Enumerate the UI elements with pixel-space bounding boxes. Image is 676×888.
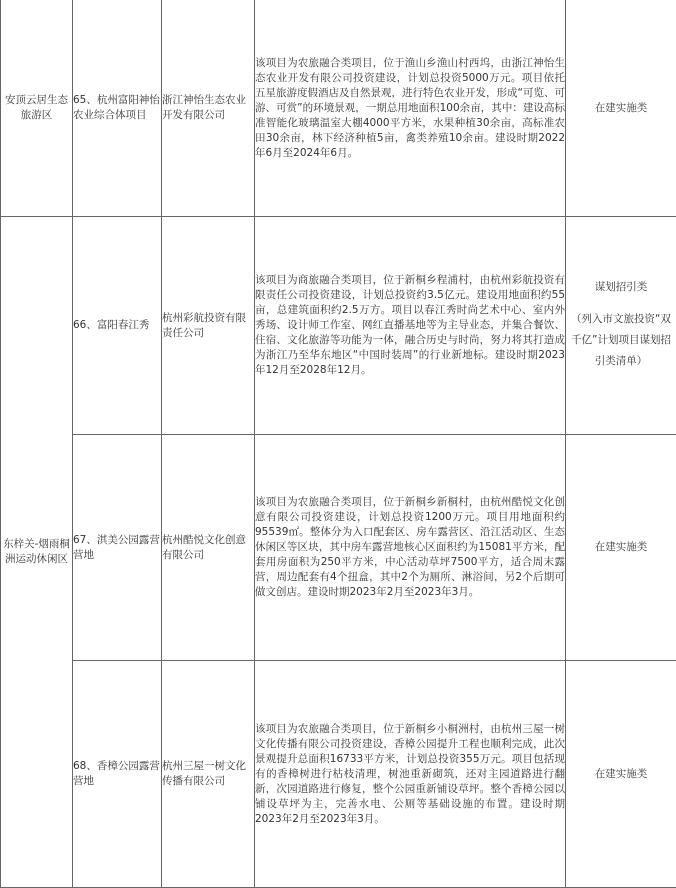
status-cell: 在建实施类 bbox=[566, 0, 676, 217]
project-name-cell: 67、淇美公园露营营地 bbox=[73, 435, 162, 661]
status-cell: 在建实施类 bbox=[566, 661, 676, 888]
table-row bbox=[1, 661, 676, 888]
region-cell: 安顶云居生态旅游区 bbox=[1, 0, 73, 217]
description-cell: 该项目为农旅融合类项目，位于新桐乡新桐村，由杭州酷悦文化创意有限公司投资建设，计划总投资1200万元。项目用地面积约95539㎡。整体分为入口配套区、房车露营区、沿江活动区、生态休闲区等区块，其中房车露营地核心区面积约为15081平方米，配套用房面积为250平方米，中心活动草坪7500平方，适合周末露营，周边配套有4个扭盒，其中2个为厕所、淋浴间，另2个后期可做文创店。建设时期2023年2月至2023年3月。 bbox=[255, 435, 566, 661]
description-cell: 该项目为农旅融合类项目，位于渔山乡渔山村西坞，由浙江神怡生态农业开发有限公司投资建设，计划总投资5000万元。项目依托五星旅游度假酒店及自然景观，进行特色农业开发，形成“可览、可游、可赏”的环境景观，一期总用地面积100余亩，其中：建设高标准智能化玻璃温室大棚4000平方米，水果种植30余亩，高标准农田30余亩，林下经济种植5亩，禽类养殖10余亩。建设时期2022年6月至2024年6月。 bbox=[255, 0, 566, 217]
table-row bbox=[1, 217, 676, 435]
company-cell: 杭州三屋一树文化传播有限公司 bbox=[162, 661, 255, 888]
description-cell: 该项目为农旅融合类项目，位于新桐乡小桐洲村，由杭州三屋一树文化传播有限公司投资建设，香樟公园提升工程也顺利完成，此次景观提升总面积16733平方米，计划总投资355万元。项目包括现有的香樟树进行枯枝清理，树池重新砌筑，还对主园道路进行翻新，次园道路进行修复，整个公园重新铺设草坪。整个香樟公园以铺设草坪为主，完善水电、公厕等基础设施的布置。建设时期2023年2月至2023年3月。 bbox=[255, 661, 566, 888]
company-cell: 杭州酷悦文化创意有限公司 bbox=[162, 435, 255, 661]
table-row bbox=[1, 435, 676, 661]
company-cell: 浙江神怡生态农业开发有限公司 bbox=[162, 0, 255, 217]
table-row bbox=[1, 0, 676, 217]
region-cell: 东梓关-烟雨桐洲运动休闲区 bbox=[1, 217, 73, 888]
company-cell: 杭州彩航投资有限责任公司 bbox=[162, 217, 255, 435]
status-note: （列入市文旅投资“双千亿”计划项目谋划招引类清单） bbox=[566, 309, 676, 372]
status-category: 谋划招引类 bbox=[566, 280, 676, 295]
project-name-cell: 66、富阳春江秀 bbox=[73, 217, 162, 435]
project-name-cell: 68、香樟公园露营营地 bbox=[73, 661, 162, 888]
project-name-cell: 65、杭州富阳神怡农业综合体项目 bbox=[73, 0, 162, 217]
status-cell: 在建实施类 bbox=[566, 435, 676, 661]
status-cell bbox=[566, 217, 676, 435]
description-cell: 该项目为商旅融合类项目，位于新桐乡程浦村，由杭州彩航投资有限责任公司投资建设，计划总投资约3.5亿元。建设用地面积约55亩，总建筑面积约2.5万方。项目以春江秀时尚艺术中心、室内外秀场、设计师工作室、网红直播基地等为主导业态，并集合餐饮、住宿、文化旅游等功能为一体，融合历史与时尚，努力将其打造成为浙江乃至华东地区“中国时装周”的行业新地标。建设时期2023年12月至2028年12月。 bbox=[255, 217, 566, 435]
